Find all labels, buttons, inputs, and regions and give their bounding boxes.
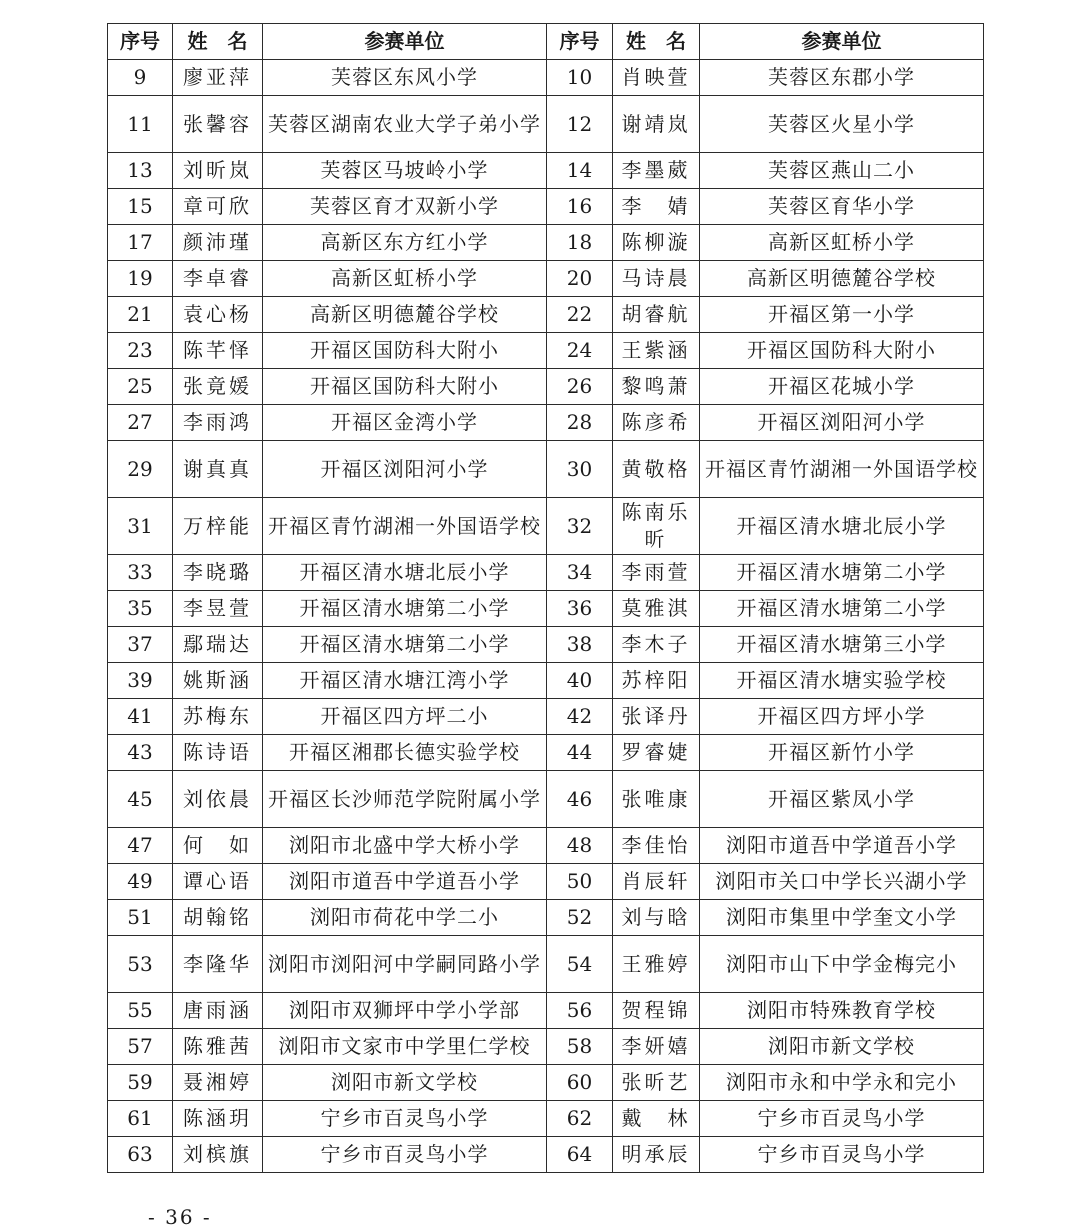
table-row: [108, 333, 984, 369]
cell-unit-left: 浏阳市文家市中学里仁学校: [263, 1029, 547, 1065]
cell-unit-right: 浏阳市新文学校: [700, 1029, 984, 1065]
table-header-row: [108, 24, 984, 60]
cell-seq-right: 12: [547, 96, 613, 153]
table-row: [108, 900, 984, 936]
cell-unit-left: 浏阳市浏阳河中学嗣同路小学: [263, 936, 547, 993]
cell-name-left: 陈雅茜: [173, 1029, 263, 1065]
table-row: [108, 864, 984, 900]
cell-name-right: 肖映萱: [613, 60, 700, 96]
cell-name-left: 苏梅东: [173, 699, 263, 735]
cell-name-left: 胡翰铭: [173, 900, 263, 936]
cell-name-left: 聂湘婷: [173, 1065, 263, 1101]
cell-unit-right: 宁乡市百灵鸟小学: [700, 1101, 984, 1137]
cell-seq-right: 38: [547, 627, 613, 663]
table-row: [108, 828, 984, 864]
cell-unit-right: 浏阳市道吾中学道吾小学: [700, 828, 984, 864]
cell-unit-left: 开福区湘郡长德实验学校: [263, 735, 547, 771]
cell-unit-left: 芙蓉区湖南农业大学子弟小学: [263, 96, 547, 153]
cell-seq-left: 33: [108, 555, 173, 591]
cell-seq-right: 52: [547, 900, 613, 936]
cell-name-left: 陈诗语: [173, 735, 263, 771]
cell-seq-right: 44: [547, 735, 613, 771]
cell-unit-left: 高新区明德麓谷学校: [263, 297, 547, 333]
table-row: [108, 405, 984, 441]
cell-unit-right: 开福区花城小学: [700, 369, 984, 405]
cell-seq-right: 32: [547, 498, 613, 555]
cell-unit-left: 开福区清水塘北辰小学: [263, 555, 547, 591]
cell-unit-left: 开福区清水塘第二小学: [263, 591, 547, 627]
cell-unit-left: 开福区国防科大附小: [263, 369, 547, 405]
cell-unit-right: 开福区新竹小学: [700, 735, 984, 771]
cell-name-right: 黄敬格: [613, 441, 700, 498]
cell-seq-right: 56: [547, 993, 613, 1029]
cell-name-left: 唐雨涵: [173, 993, 263, 1029]
cell-unit-right: 开福区清水塘第二小学: [700, 591, 984, 627]
cell-unit-right: 浏阳市集里中学奎文小学: [700, 900, 984, 936]
cell-name-left: 张竟媛: [173, 369, 263, 405]
cell-name-left: 章可欣: [173, 189, 263, 225]
cell-seq-left: 15: [108, 189, 173, 225]
cell-seq-left: 35: [108, 591, 173, 627]
cell-name-right: 明承辰: [613, 1137, 700, 1173]
cell-seq-left: 25: [108, 369, 173, 405]
table-row: [108, 60, 984, 96]
cell-unit-left: 高新区东方红小学: [263, 225, 547, 261]
cell-seq-right: 48: [547, 828, 613, 864]
cell-name-right: 苏梓阳: [613, 663, 700, 699]
cell-seq-right: 18: [547, 225, 613, 261]
cell-name-left: 李晓璐: [173, 555, 263, 591]
cell-name-right: 莫雅淇: [613, 591, 700, 627]
cell-name-right: 戴 林: [613, 1101, 700, 1137]
table-row: [108, 441, 984, 498]
cell-name-right: 刘与晗: [613, 900, 700, 936]
cell-seq-right: 30: [547, 441, 613, 498]
cell-name-right: 李 婧: [613, 189, 700, 225]
cell-name-left: 李昱萱: [173, 591, 263, 627]
cell-seq-left: 45: [108, 771, 173, 828]
cell-unit-left: 开福区四方坪二小: [263, 699, 547, 735]
cell-name-left: 谢真真: [173, 441, 263, 498]
table-row: [108, 699, 984, 735]
cell-seq-left: 17: [108, 225, 173, 261]
cell-seq-left: 41: [108, 699, 173, 735]
cell-seq-left: 53: [108, 936, 173, 993]
cell-seq-left: 55: [108, 993, 173, 1029]
cell-seq-left: 11: [108, 96, 173, 153]
header-seq-left: 序号: [108, 24, 173, 60]
table-row: [108, 96, 984, 153]
cell-name-left: 刘依晨: [173, 771, 263, 828]
cell-name-right: 张唯康: [613, 771, 700, 828]
cell-unit-right: 浏阳市特殊教育学校: [700, 993, 984, 1029]
table-row: [108, 1101, 984, 1137]
cell-seq-right: 46: [547, 771, 613, 828]
cell-seq-left: 51: [108, 900, 173, 936]
cell-unit-right: 开福区国防科大附小: [700, 333, 984, 369]
cell-name-left: 廖亚萍: [173, 60, 263, 96]
cell-seq-right: 42: [547, 699, 613, 735]
table-row: [108, 261, 984, 297]
cell-unit-right: 浏阳市永和中学永和完小: [700, 1065, 984, 1101]
cell-name-left: 姚斯涵: [173, 663, 263, 699]
cell-unit-right: 开福区浏阳河小学: [700, 405, 984, 441]
cell-seq-left: 31: [108, 498, 173, 555]
cell-name-right: 李木子: [613, 627, 700, 663]
table-row: [108, 663, 984, 699]
cell-seq-left: 19: [108, 261, 173, 297]
cell-unit-left: 宁乡市百灵鸟小学: [263, 1137, 547, 1173]
cell-name-right: 陈柳漩: [613, 225, 700, 261]
table-row: [108, 627, 984, 663]
cell-name-left: 谭心语: [173, 864, 263, 900]
table-row: [108, 993, 984, 1029]
cell-seq-right: 10: [547, 60, 613, 96]
cell-seq-right: 54: [547, 936, 613, 993]
cell-unit-left: 浏阳市北盛中学大桥小学: [263, 828, 547, 864]
cell-name-left: 万梓能: [173, 498, 263, 555]
cell-name-right: 马诗晨: [613, 261, 700, 297]
cell-name-right: 李墨葳: [613, 153, 700, 189]
cell-unit-left: 开福区国防科大附小: [263, 333, 547, 369]
cell-seq-left: 39: [108, 663, 173, 699]
cell-name-right: 贺程锦: [613, 993, 700, 1029]
cell-name-right: 陈彦希: [613, 405, 700, 441]
cell-seq-right: 36: [547, 591, 613, 627]
cell-seq-left: 43: [108, 735, 173, 771]
cell-seq-left: 59: [108, 1065, 173, 1101]
table-row: [108, 369, 984, 405]
cell-unit-left: 宁乡市百灵鸟小学: [263, 1101, 547, 1137]
cell-name-right: 谢靖岚: [613, 96, 700, 153]
cell-name-left: 刘槟旗: [173, 1137, 263, 1173]
cell-unit-left: 开福区浏阳河小学: [263, 441, 547, 498]
cell-seq-left: 57: [108, 1029, 173, 1065]
cell-seq-right: 20: [547, 261, 613, 297]
cell-seq-left: 61: [108, 1101, 173, 1137]
cell-unit-right: 开福区清水塘北辰小学: [700, 498, 984, 555]
cell-unit-right: 开福区清水塘实验学校: [700, 663, 984, 699]
cell-unit-left: 浏阳市新文学校: [263, 1065, 547, 1101]
cell-unit-right: 浏阳市关口中学长兴湖小学: [700, 864, 984, 900]
cell-seq-left: 47: [108, 828, 173, 864]
page-number: - 36 -: [148, 1205, 212, 1229]
cell-seq-right: 62: [547, 1101, 613, 1137]
cell-name-left: 李隆华: [173, 936, 263, 993]
cell-unit-right: 芙蓉区火星小学: [700, 96, 984, 153]
cell-name-left: 何 如: [173, 828, 263, 864]
cell-unit-left: 开福区金湾小学: [263, 405, 547, 441]
cell-unit-right: 高新区明德麓谷学校: [700, 261, 984, 297]
cell-name-right: 李妍嬉: [613, 1029, 700, 1065]
cell-seq-right: 50: [547, 864, 613, 900]
cell-seq-left: 23: [108, 333, 173, 369]
cell-unit-right: 高新区虹桥小学: [700, 225, 984, 261]
cell-name-right: 张昕艺: [613, 1065, 700, 1101]
cell-seq-right: 64: [547, 1137, 613, 1173]
cell-unit-right: 开福区四方坪小学: [700, 699, 984, 735]
cell-name-right: 张译丹: [613, 699, 700, 735]
table-row: [108, 189, 984, 225]
cell-seq-left: 63: [108, 1137, 173, 1173]
cell-seq-right: 28: [547, 405, 613, 441]
cell-name-left: 鄢瑞达: [173, 627, 263, 663]
header-unit-left: 参赛单位: [263, 24, 547, 60]
cell-name-left: 袁心杨: [173, 297, 263, 333]
cell-name-left: 陈涵玥: [173, 1101, 263, 1137]
table-row: [108, 591, 984, 627]
table-body: [108, 60, 984, 1173]
cell-name-left: 颜沛瑾: [173, 225, 263, 261]
participant-table: [107, 23, 984, 1173]
table-row: [108, 735, 984, 771]
cell-unit-right: 开福区清水塘第三小学: [700, 627, 984, 663]
cell-seq-right: 22: [547, 297, 613, 333]
table-row: [108, 1137, 984, 1173]
cell-seq-right: 34: [547, 555, 613, 591]
cell-seq-left: 37: [108, 627, 173, 663]
cell-seq-right: 24: [547, 333, 613, 369]
cell-seq-left: 9: [108, 60, 173, 96]
cell-unit-left: 芙蓉区马坡岭小学: [263, 153, 547, 189]
cell-seq-left: 13: [108, 153, 173, 189]
cell-name-left: 陈芊怿: [173, 333, 263, 369]
cell-unit-right: 浏阳市山下中学金梅完小: [700, 936, 984, 993]
table-row: [108, 225, 984, 261]
cell-unit-left: 开福区清水塘第二小学: [263, 627, 547, 663]
cell-seq-right: 14: [547, 153, 613, 189]
cell-seq-right: 16: [547, 189, 613, 225]
table-row: [108, 1065, 984, 1101]
cell-unit-left: 芙蓉区东风小学: [263, 60, 547, 96]
cell-unit-left: 高新区虹桥小学: [263, 261, 547, 297]
cell-name-right: 胡睿航: [613, 297, 700, 333]
cell-unit-left: 开福区青竹湖湘一外国语学校: [263, 498, 547, 555]
table-row: [108, 936, 984, 993]
cell-seq-left: 21: [108, 297, 173, 333]
cell-unit-right: 开福区青竹湖湘一外国语学校: [700, 441, 984, 498]
cell-name-right: 肖辰轩: [613, 864, 700, 900]
cell-seq-left: 27: [108, 405, 173, 441]
table-row: [108, 153, 984, 189]
cell-name-right: 李雨萱: [613, 555, 700, 591]
cell-unit-right: 芙蓉区东郡小学: [700, 60, 984, 96]
cell-name-right: 王紫涵: [613, 333, 700, 369]
cell-name-left: 刘昕岚: [173, 153, 263, 189]
cell-unit-left: 开福区长沙师范学院附属小学: [263, 771, 547, 828]
table-row: [108, 555, 984, 591]
cell-name-left: 李雨鸿: [173, 405, 263, 441]
cell-name-right: 陈南乐昕: [613, 498, 700, 555]
cell-name-right: 王雅婷: [613, 936, 700, 993]
cell-name-left: 张馨容: [173, 96, 263, 153]
cell-name-right: 李佳怡: [613, 828, 700, 864]
cell-unit-right: 开福区紫凤小学: [700, 771, 984, 828]
cell-name-right: 罗睿婕: [613, 735, 700, 771]
header-name-left: 姓 名: [173, 24, 263, 60]
cell-unit-right: 宁乡市百灵鸟小学: [700, 1137, 984, 1173]
cell-name-right: 黎鸣萧: [613, 369, 700, 405]
header-unit-right: 参赛单位: [700, 24, 984, 60]
cell-seq-right: 40: [547, 663, 613, 699]
cell-unit-left: 浏阳市双狮坪中学小学部: [263, 993, 547, 1029]
cell-unit-right: 芙蓉区燕山二小: [700, 153, 984, 189]
cell-unit-left: 芙蓉区育才双新小学: [263, 189, 547, 225]
cell-seq-left: 29: [108, 441, 173, 498]
cell-seq-right: 26: [547, 369, 613, 405]
cell-unit-left: 浏阳市荷花中学二小: [263, 900, 547, 936]
header-name-right: 姓 名: [613, 24, 700, 60]
cell-name-left: 李卓睿: [173, 261, 263, 297]
cell-unit-right: 开福区第一小学: [700, 297, 984, 333]
cell-unit-right: 开福区清水塘第二小学: [700, 555, 984, 591]
table-row: [108, 498, 984, 555]
cell-unit-left: 开福区清水塘江湾小学: [263, 663, 547, 699]
table-row: [108, 1029, 984, 1065]
cell-seq-right: 60: [547, 1065, 613, 1101]
table-row: [108, 771, 984, 828]
cell-seq-left: 49: [108, 864, 173, 900]
cell-unit-left: 浏阳市道吾中学道吾小学: [263, 864, 547, 900]
table-row: [108, 297, 984, 333]
cell-seq-right: 58: [547, 1029, 613, 1065]
header-seq-right: 序号: [547, 24, 613, 60]
cell-unit-right: 芙蓉区育华小学: [700, 189, 984, 225]
